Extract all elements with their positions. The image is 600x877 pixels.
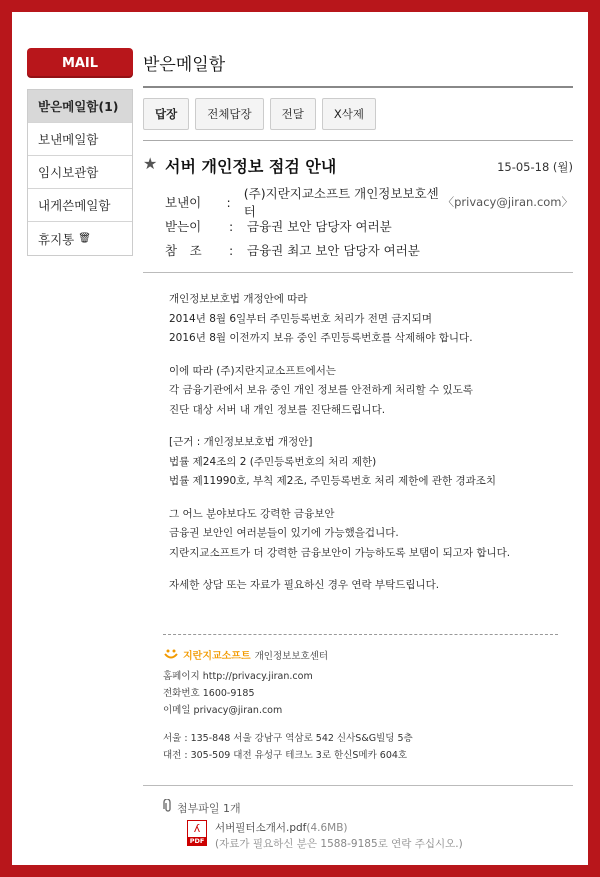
cc-row [165, 238, 573, 262]
paperclip-icon [163, 799, 173, 816]
message-body [169, 290, 569, 596]
body-line: 그 어느 분야보다도 강력한 금융보안 [169, 507, 335, 520]
star-icon[interactable]: ★ [143, 154, 158, 173]
sidebar-item-label: 임시보관함 [38, 165, 99, 180]
reply-all-button[interactable]: 전체답장 [195, 98, 263, 130]
mail-button[interactable]: MAIL [27, 48, 133, 78]
divider [143, 86, 573, 88]
body-line: 법률 제24조의 2 (주민등록번호의 처리 제한) [169, 455, 377, 468]
colon: : [229, 242, 234, 258]
sidebar-item-inbox[interactable] [28, 90, 132, 123]
sidebar-item-label: 휴지통 [38, 231, 75, 247]
colon: : [229, 218, 234, 234]
to-label: 받는이 [165, 219, 202, 234]
forward-button[interactable]: 전달 [270, 98, 316, 130]
from-label: 보낸이 [165, 195, 202, 210]
body-line: 2016년 8월 이전까지 보유 중인 주민등록번호를 삭제해야 합니다. [169, 332, 473, 344]
body-line: [근거 : 개인정보보호법 개정안] [169, 436, 313, 448]
message-subject: 서버 개인정보 점검 안내 [165, 157, 337, 176]
signature-divider [163, 634, 558, 635]
body-line: 지란지교소프트가 더 강력한 금융보안이 가능하도록 보탬이 되고자 합니다. [169, 546, 511, 559]
signature-address-daejeon: 대전 : 305-509 대전 유성구 테크노 3로 한신S메카 604호 [163, 750, 408, 761]
subject-row [143, 154, 573, 178]
body-line: 금융권 보안인 여러분들이 있기에 가능했을겁니다. [169, 527, 399, 539]
message-header [165, 186, 573, 262]
divider [143, 785, 573, 786]
reply-button[interactable]: 답장 [143, 98, 189, 130]
divider [143, 140, 573, 141]
message-date: 15-05-18 (월) [497, 160, 573, 174]
toolbar [143, 98, 376, 130]
sidebar [27, 48, 133, 256]
signature-phone: 전화번호 1600-9185 [163, 688, 255, 699]
pdf-label: PDF [189, 837, 205, 845]
divider [143, 272, 573, 273]
signature-brand [163, 644, 413, 668]
attachment-count: 첨부파일 1개 [177, 801, 241, 815]
folder-list [27, 89, 133, 256]
signature [163, 644, 413, 764]
body-line: 자세한 상담 또는 자료가 필요하신 경우 연락 부탁드립니다. [169, 579, 440, 591]
from-row [165, 186, 573, 219]
sidebar-item-trash[interactable] [28, 222, 132, 255]
brand-name: 지란지교소프트 [183, 650, 251, 662]
attachment-note: (자료가 필요하신 분은 1588-9185로 연락 주십시오.) [215, 838, 463, 850]
body-line: 이에 따라 (주)지란지교소프트에서는 [169, 364, 337, 377]
body-paragraph [169, 505, 569, 564]
smile-logo-icon [163, 647, 179, 666]
body-paragraph [169, 576, 569, 596]
body-line: 진단 대상 서버 내 개인 정보를 진단해드립니다. [169, 403, 386, 416]
attachment-item[interactable] [187, 820, 463, 852]
mail-frame [12, 12, 588, 865]
attachment-filename[interactable]: 서버필터소개서.pdf [215, 822, 307, 834]
signature-email[interactable]: 이메일 privacy@jiran.com [163, 705, 283, 716]
sidebar-item-label: 보낸메일함 [38, 132, 99, 147]
cc-value: 금융권 최고 보안 담당자 여러분 [247, 243, 420, 258]
colon: : [226, 194, 231, 210]
body-paragraph [169, 290, 569, 349]
attachment-text [215, 820, 463, 852]
from-name[interactable]: (주)지란지교소프트 개인정보보호센터 [243, 186, 439, 219]
body-line: 개인정보보호법 개정안에 따라 [169, 293, 308, 305]
from-email[interactable]: 〈privacy@jiran.com〉 [442, 195, 573, 209]
attachment-header [163, 799, 241, 816]
body-line: 2014년 8월 6일부터 주민등록번호 처리가 전면 금지되며 [169, 312, 432, 325]
to-value: 금융권 보안 담당자 여러분 [247, 219, 392, 234]
sidebar-item-to-me[interactable] [28, 189, 132, 222]
body-paragraph [169, 433, 569, 492]
sidebar-item-sent[interactable] [28, 123, 132, 156]
brand-unit: 개인정보보호센터 [254, 650, 329, 662]
body-line: 법률 제11990호, 부칙 제2조, 주민등록번호 처리 제한에 관한 경과조치 [169, 475, 497, 487]
sidebar-item-label: 내게쓴메일함 [38, 198, 111, 213]
body-line: 각 금융기관에서 보유 중인 개인 정보를 안전하게 처리할 수 있도록 [169, 384, 473, 396]
to-row [165, 214, 573, 238]
signature-address-seoul: 서울 : 135-848 서울 강남구 역삼로 542 신사S&G빌딩 5층 [163, 733, 413, 744]
sidebar-item-label: 받은메일함(1) [38, 99, 119, 114]
page-title: 받은메일함 [143, 55, 226, 75]
trash-icon: 🗑 [78, 233, 91, 244]
attachment-size: (4.6MB) [306, 822, 348, 834]
sidebar-item-drafts[interactable] [28, 156, 132, 189]
cc-label: 참 조 [165, 243, 202, 258]
delete-button[interactable]: X삭제 [322, 98, 376, 130]
body-paragraph [169, 362, 569, 421]
signature-homepage[interactable]: 홈페이지 http://privacy.jiran.com [163, 671, 313, 682]
pdf-icon: ʎ PDF [187, 820, 207, 846]
